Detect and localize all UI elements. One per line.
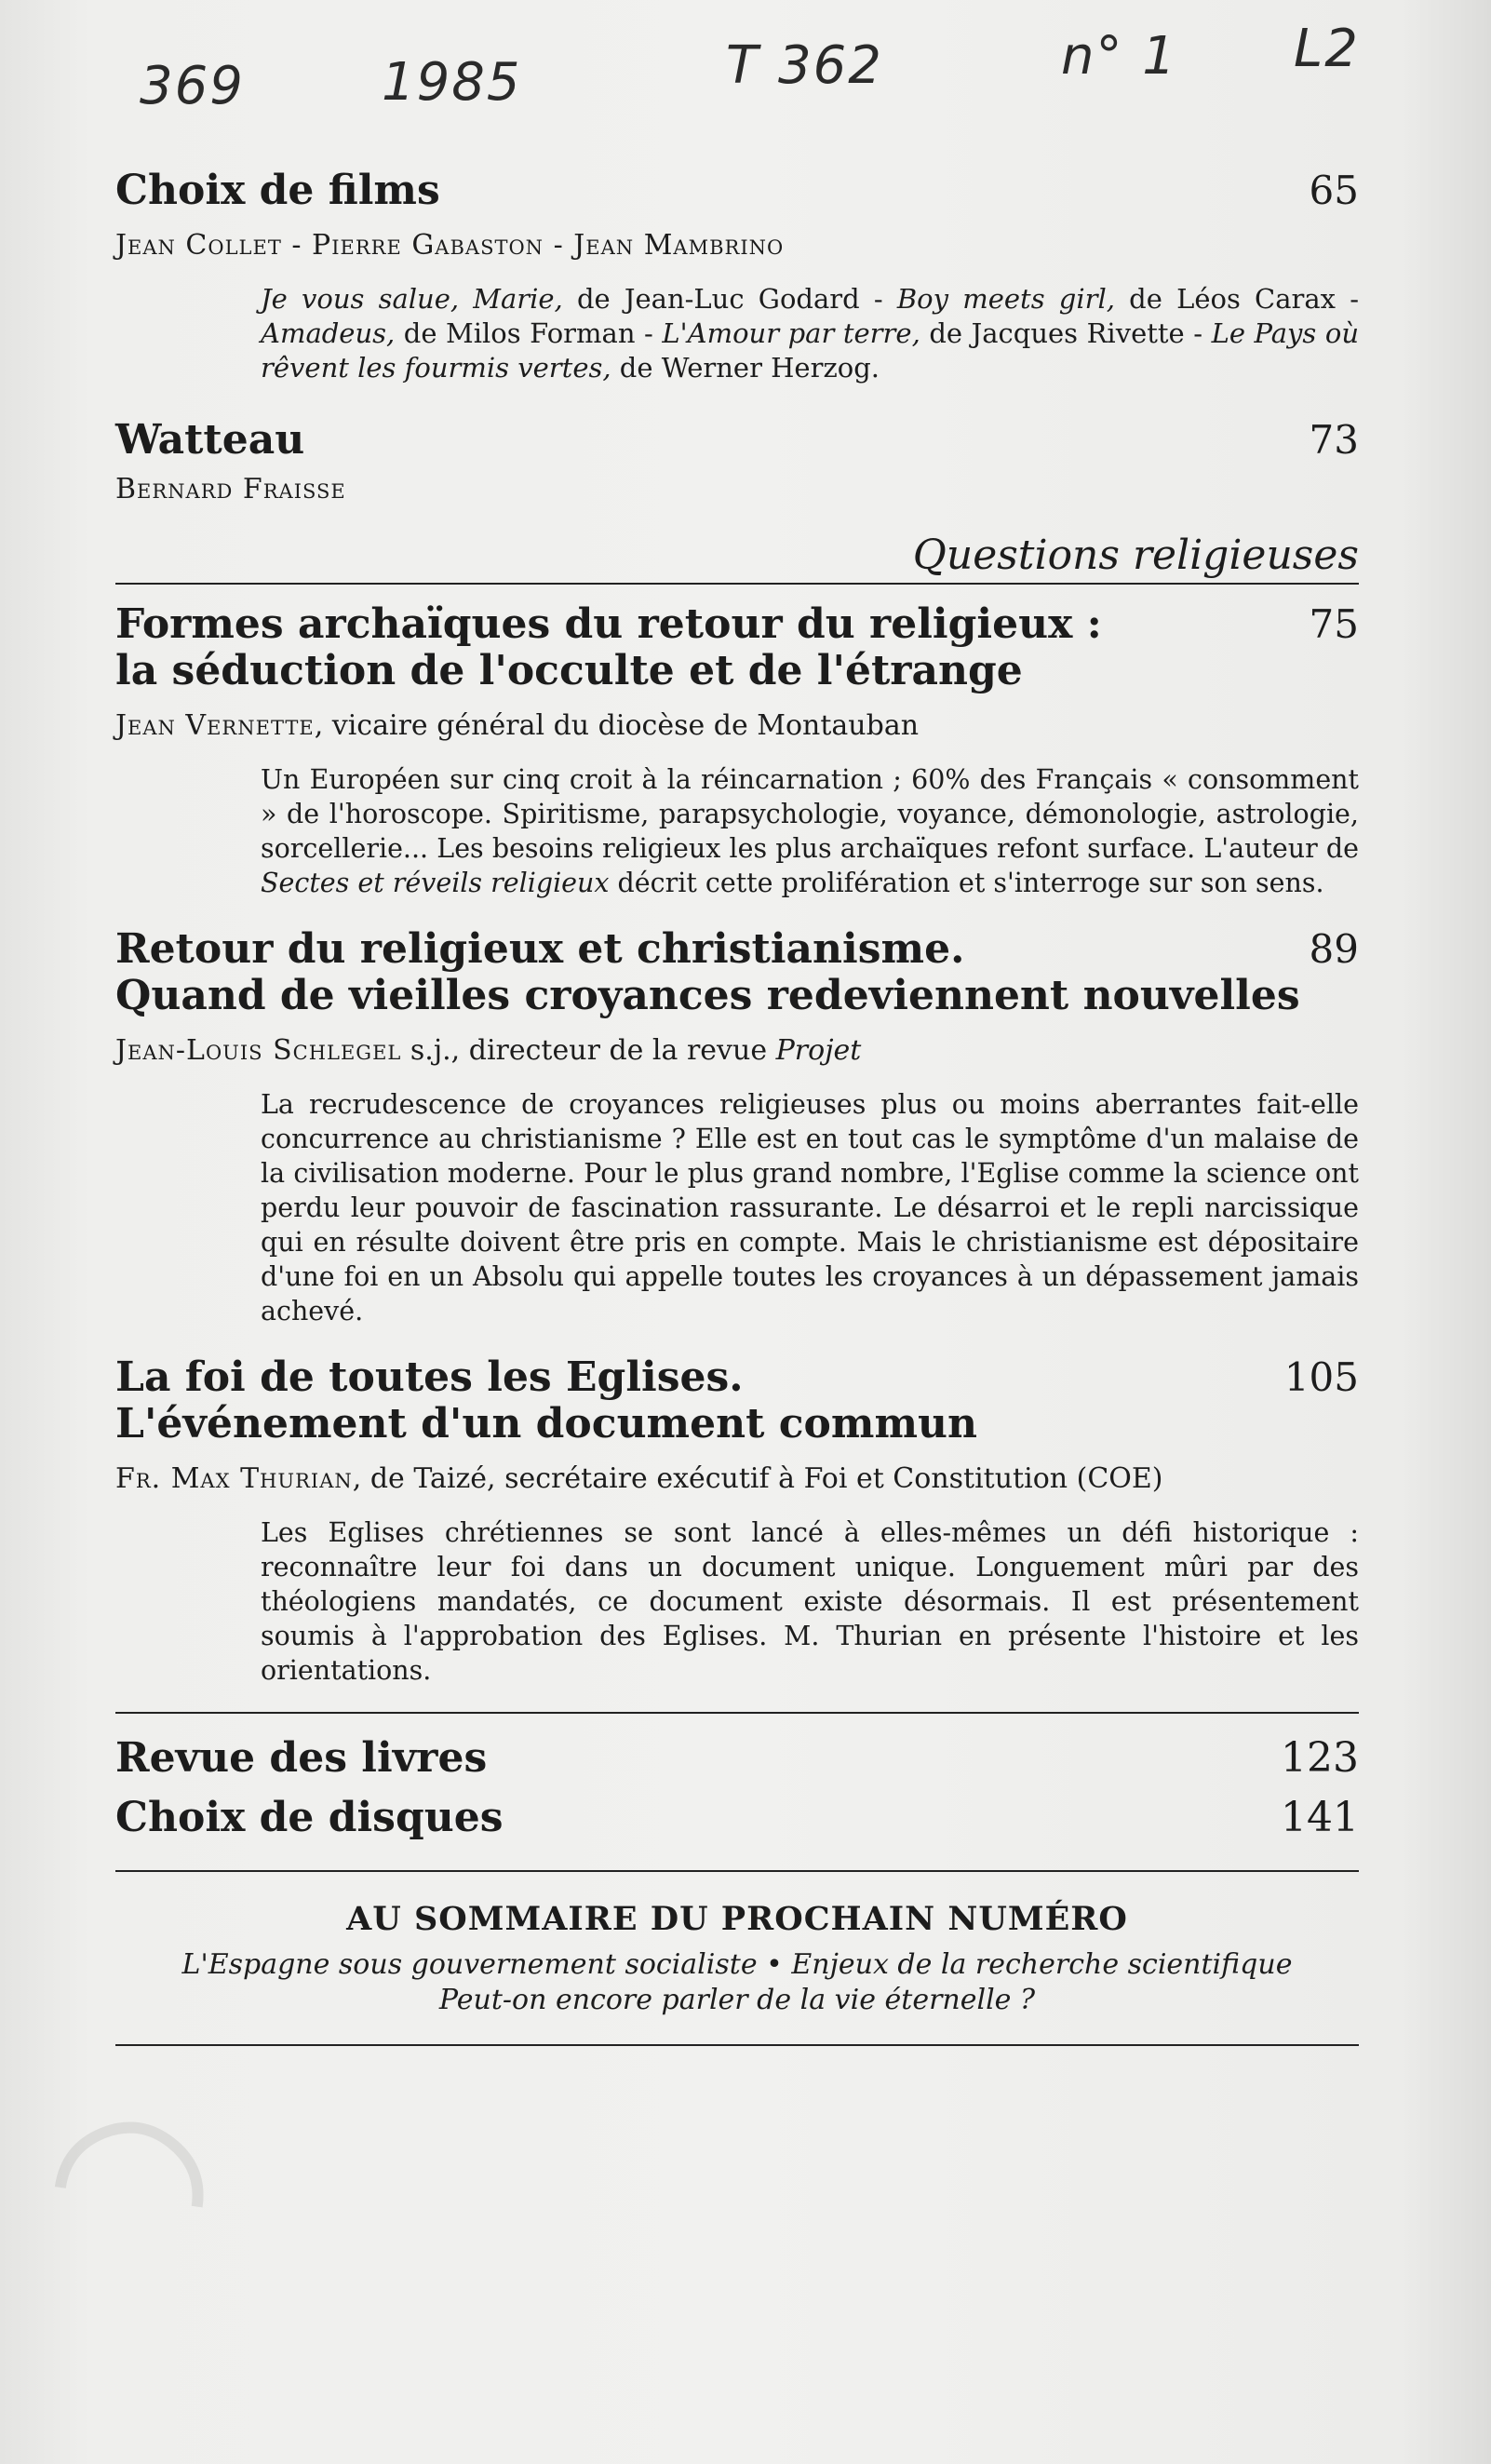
entry-description [261,1087,1359,1328]
entry-page: 65 [1309,168,1359,213]
author-name: Jean Vernette [115,709,315,742]
divider [115,1712,1359,1714]
table-of-contents [115,168,1359,2046]
toc-entry-films [115,168,1359,385]
description-run: Le Pays où rêvent les fourmis vertes, [261,317,1359,384]
entry-title: Formes archaïques du retour du religieux : la séduction de l'occulte et de l'étrange [115,600,1102,694]
entry-author [115,709,1359,742]
description-run: de Jean-Luc Godard - [562,283,897,315]
toc-entry-watteau [115,417,1359,505]
entry-page: 105 [1283,1354,1359,1400]
description-run: Amadeus, [261,317,396,349]
entry-page: 73 [1309,417,1359,463]
author-role: , de Taizé, secrétaire exécutif à Foi et Constitution (COE) [352,1462,1163,1495]
description-run: décrit cette prolifération et s'interroge sur son sens. [609,868,1324,898]
next-issue-topics [115,1947,1359,2018]
description-run: de Milos Forman - [395,317,663,349]
description-run: de Werner Herzog. [611,352,880,384]
description-run: de Jacques Rivette - [920,317,1212,349]
entry-description [261,762,1359,900]
description-run: de Léos Carax - [1114,283,1359,315]
toc-entry-revue-des-livres [115,1732,1359,1784]
entry-page: 89 [1309,926,1359,972]
entry-title: Retour du religieux et christianisme. Quand de vieilles croyances redeviennent nouvelles [115,925,1300,1019]
section-heading: Questions religieuses [115,532,1359,585]
next-issue-line: L'Espagne sous gouvernement socialiste • Enjeux de la recherche scientifique [181,1948,1293,1981]
entry-title: La foi de toutes les Eglises. L'événement d'un document commun [115,1353,977,1447]
handwritten-note-2: 1985 [382,52,522,113]
toc-entry-choix-de-disques [115,1792,1359,1844]
description-run: Un Européen sur cinq croit à la réincarnation ; 60% des Français « consomment » de l'horoscope. Spiritisme, parapsychologie, voyance, démonologie, astrologie, sorcellerie... Les besoins religieux les plus archaïques refont surface. L'auteur de [261,764,1359,864]
handwritten-note-5: L2 [1294,19,1360,79]
handwritten-note-1: 369 [140,56,245,116]
description-run: La recrudescence de croyances religieuses plus ou moins aberrantes fait-elle concurrence au christianisme ? Elle est en tout cas le symptôme d'un malaise de la civilisation moderne. Pour le plus grand nombre, l'Eglise comme la science ont perdu leur pouvoir de fascination rassurante. Le désarroi et le repli narcissique qui en résulte doivent être pris en compte. Mais le christianisme est dépositaire d'une foi en un Absolu qui appelle toutes les croyances à un dépassement jamais achevé. [261,1089,1359,1326]
entry-title: Choix de disques [115,1794,504,1841]
entry-authors: Bernard Fraisse [115,473,346,505]
entry-description [261,282,1359,385]
entry-page: 75 [1309,601,1359,647]
author-role: , vicaire général du diocèse de Montauban [314,709,920,742]
handwritten-annotations [130,19,1454,121]
toc-entry-retour-du-religieux [115,926,1359,1328]
entry-page: 141 [1281,1794,1359,1841]
entry-title: Revue des livres [115,1734,488,1782]
author-name: Jean-Louis Schlegel [115,1034,402,1067]
handwritten-note-3: T 362 [726,35,883,96]
toc-entry-foi-des-eglises [115,1354,1359,1688]
show-through-logo: ◠ [40,2056,222,2305]
entry-page: 123 [1281,1734,1359,1782]
author-role: s.j., directeur de la revue [401,1034,776,1067]
entry-description [261,1515,1359,1688]
description-run: L'Amour par terre, [662,317,920,349]
description-run: Sectes et réveils religieux [261,868,610,898]
description-run: Boy meets girl, [896,283,1115,315]
description-run: Je vous salue, Marie, [261,283,563,315]
toc-entry-formes-archaiques [115,601,1359,900]
next-issue-line: Peut-on encore parler de la vie éternelle ? [438,1984,1036,2016]
entry-author [115,1462,1359,1495]
next-issue-heading: AU SOMMAIRE DU PROCHAIN NUMÉRO [346,1900,1128,1938]
entry-title: Watteau [115,416,305,464]
entry-authors: Jean Collet - Pierre Gabaston - Jean Mambrino [115,229,785,262]
entry-title: Choix de films [115,167,440,214]
divider [115,1870,1359,1872]
entry-author [115,1034,1359,1067]
author-name: Fr. Max Thurian [115,1462,353,1495]
handwritten-note-4: n° 1 [1061,26,1177,87]
journal-name: Projet [775,1034,862,1067]
description-run: Les Eglises chrétiennes se sont lancé à elles-mêmes un défi historique : reconnaître leur foi dans un document unique. Longuement mûri par des théologiens mandatés, ce document existe désormais. Il est présentement soumis à l'approbation des Eglises. M. Thurian en présente l'histoire et les orientations. [261,1517,1359,1686]
divider [115,2044,1359,2046]
